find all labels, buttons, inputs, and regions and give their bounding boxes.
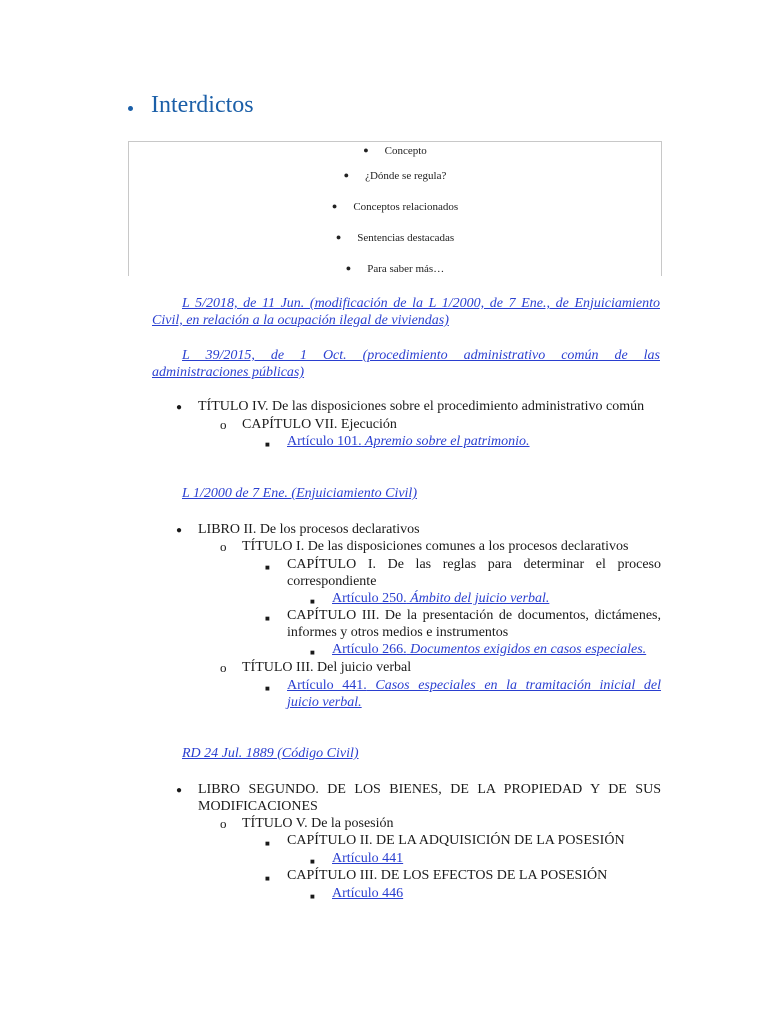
square-bullet-icon: ■ bbox=[265, 874, 270, 883]
square-bullet-icon: ■ bbox=[310, 857, 315, 866]
list-item: ● TÍTULO IV. De las disposiciones sobre el procedimiento administrativo común bbox=[176, 399, 645, 414]
law-link-l5-2018-line1[interactable]: L 5/2018, de 11 Jun. (modificación de la L 1/2000, de 7 Ene., de Enjuiciamiento bbox=[182, 296, 660, 311]
bullet-icon: ● bbox=[363, 145, 369, 155]
page-title-text: Interdictos bbox=[151, 92, 254, 118]
law-link-rd-1889[interactable] bbox=[152, 745, 660, 762]
law-link-rd-1889-text[interactable]: RD 24 Jul. 1889 (Código Civil) bbox=[182, 746, 359, 761]
article-link-101[interactable]: Artículo 101. Apremio sobre el patrimonio. bbox=[287, 434, 530, 449]
bullet-icon: ● bbox=[176, 785, 183, 796]
list-item bbox=[310, 641, 647, 658]
list-item bbox=[310, 885, 404, 902]
circle-bullet-icon: o bbox=[220, 417, 227, 432]
square-bullet-icon: ■ bbox=[310, 597, 315, 606]
bullet-icon: ● bbox=[335, 232, 342, 242]
circle-bullet-icon: o bbox=[220, 816, 227, 831]
toc-item-sentencias[interactable]: ● Sentencias destacadas bbox=[335, 232, 455, 244]
title-bullet-icon bbox=[128, 106, 133, 111]
square-bullet-icon: ■ bbox=[310, 892, 315, 901]
law-link-l1-2000-text[interactable]: L 1/2000 de 7 Ene. (Enjuiciamiento Civil) bbox=[182, 486, 417, 501]
list-item bbox=[310, 850, 404, 867]
article-link-266[interactable]: Artículo 266. Documentos exigidos en casos especiales. bbox=[332, 642, 647, 657]
list-item: ■ CAPÍTULO I. De las reglas para determinar el proceso correspondiente bbox=[265, 557, 661, 589]
toc-box bbox=[128, 141, 662, 276]
list-item: o TÍTULO III. Del juicio verbal bbox=[220, 660, 412, 675]
list-item bbox=[310, 590, 550, 607]
list-item bbox=[265, 433, 530, 450]
article-link-441-lec[interactable]: Artículo 441. Casos especiales en la tramitación inicial del bbox=[287, 678, 662, 693]
list-item: ■ CAPÍTULO II. DE LA ADQUISICIÓN DE LA POSESIÓN bbox=[287, 832, 625, 849]
list-item: ■ CAPÍTULO III. DE LOS EFECTOS DE LA POSESIÓN bbox=[287, 867, 607, 884]
square-bullet-icon: ■ bbox=[265, 684, 270, 693]
circle-bullet-icon: o bbox=[220, 660, 227, 675]
bullet-icon: ● bbox=[176, 525, 183, 536]
list-item bbox=[265, 677, 662, 711]
law-link-l1-2000[interactable] bbox=[152, 485, 660, 502]
bullet-icon: ● bbox=[345, 263, 352, 273]
list-item: ● LIBRO SEGUNDO. DE LOS BIENES, DE LA PROPIEDAD Y DE SUS MODIFICACIONES bbox=[176, 782, 661, 814]
law-link-l39-2015-line1[interactable]: L 39/2015, de 1 Oct. (procedimiento administrativo común de las bbox=[182, 348, 660, 363]
square-bullet-icon: ■ bbox=[265, 839, 270, 848]
bullet-icon: ● bbox=[176, 402, 183, 413]
toc-item-concepto[interactable]: ● Concepto bbox=[363, 145, 427, 157]
bullet-icon: ● bbox=[331, 201, 338, 211]
square-bullet-icon: ■ bbox=[265, 440, 270, 449]
law-link-l5-2018-line2[interactable]: Civil, en relación a la ocupación ilegal de viviendas) bbox=[152, 313, 449, 328]
list-item: o TÍTULO I. De las disposiciones comunes a los procesos declarativos bbox=[220, 539, 629, 554]
article-link-446-cc[interactable]: Artículo 446 bbox=[332, 886, 404, 901]
page-title bbox=[128, 92, 254, 119]
bullet-icon: ● bbox=[343, 170, 350, 180]
law-link-l39-2015-line2[interactable]: administraciones públicas) bbox=[152, 365, 305, 380]
toc-item-conceptos[interactable]: ● Conceptos relacionados bbox=[331, 201, 459, 213]
article-link-441-cc[interactable]: Artículo 441 bbox=[332, 851, 404, 866]
toc-item-saber-mas[interactable]: ● Para saber más… bbox=[345, 263, 445, 275]
toc-item-donde[interactable]: ● ¿Dónde se regula? bbox=[343, 170, 447, 182]
square-bullet-icon: ■ bbox=[310, 648, 315, 657]
square-bullet-icon: ■ bbox=[265, 563, 270, 572]
list-item: o TÍTULO V. De la posesión bbox=[220, 816, 394, 831]
circle-bullet-icon: o bbox=[220, 539, 227, 554]
law-link-l5-2018[interactable] bbox=[152, 295, 660, 329]
square-bullet-icon: ■ bbox=[265, 614, 270, 623]
list-item: o CAPÍTULO VII. Ejecución bbox=[220, 417, 397, 432]
law-link-l39-2015[interactable] bbox=[152, 347, 660, 381]
list-item: ■ CAPÍTULO III. De la presentación de documentos, dictámenes, informes y otros medios e instrumentos bbox=[265, 608, 661, 640]
list-item: ● LIBRO II. De los procesos declarativos bbox=[176, 522, 420, 537]
article-link-441-lec-line2[interactable]: juicio verbal. bbox=[287, 695, 362, 710]
article-link-250[interactable]: Artículo 250. Ámbito del juicio verbal. bbox=[332, 591, 550, 606]
